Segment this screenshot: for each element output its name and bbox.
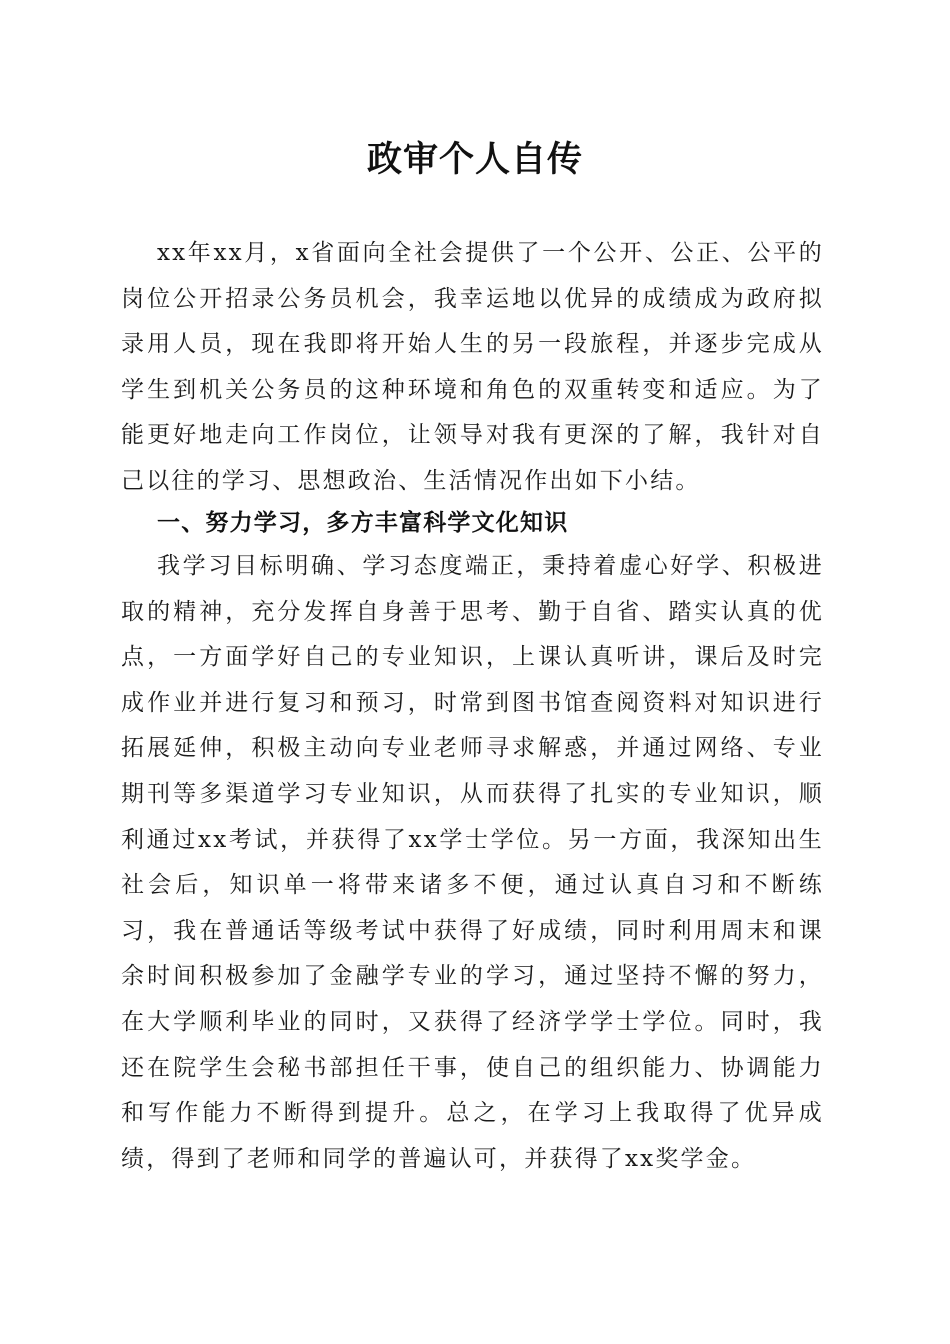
document-title: 政审个人自传 [366, 139, 583, 180]
intro-paragraph: xx年xx月，x省面向全社会提供了一个公开、公正、公平的岗位公开招录公务员机会，我幸运地以优异的成绩成为政府拟录用人员，现在我即将开始人生的另一段旅程，并逐步完成从学生到机关公务员的这种环境和角色的双重转变和适应。为了能更好地走向工作岗位，让领导对我有更深的了解，我针对自己以往的学习、思想政治、生活情况作出如下小结。 [121, 240, 824, 494]
section-heading: 一、努力学习，多方丰富科学文化知识 [157, 510, 569, 536]
section-body-paragraph: 我学习目标明确、学习态度端正，秉持着虚心好学、积极进取的精神，充分发挥自身善于思考、勤于自省、踏实认真的优点，一方面学好自己的专业知识，上课认真听讲，课后及时完成作业并进行复习和预习，时常到图书馆查阅资料对知识进行拓展延伸，积极主动向专业老师寻求解惑，并通过网络、专业期刊等多渠道学习专业知识，从而获得了扎实的专业知识，顺利通过xx考试，并获得了xx学士学位。另一方面，我深知出生社会后，知识单一将带来诸多不便，通过认真自习和不断练习，我在普通话等级考试中获得了好成绩，同时利用周末和课余时间积极参加了金融学专业的学习，通过坚持不懈的努力，在大学顺利毕业的同时，又获得了经济学学士学位。同时，我还在院学生会秘书部担任干事，使自己的组织能力、协调能力和写作能力不断得到提升。总之，在学习上我取得了优异成绩，得到了老师和同学的普遍认可，并获得了xx奖学金。 [121, 553, 824, 1172]
